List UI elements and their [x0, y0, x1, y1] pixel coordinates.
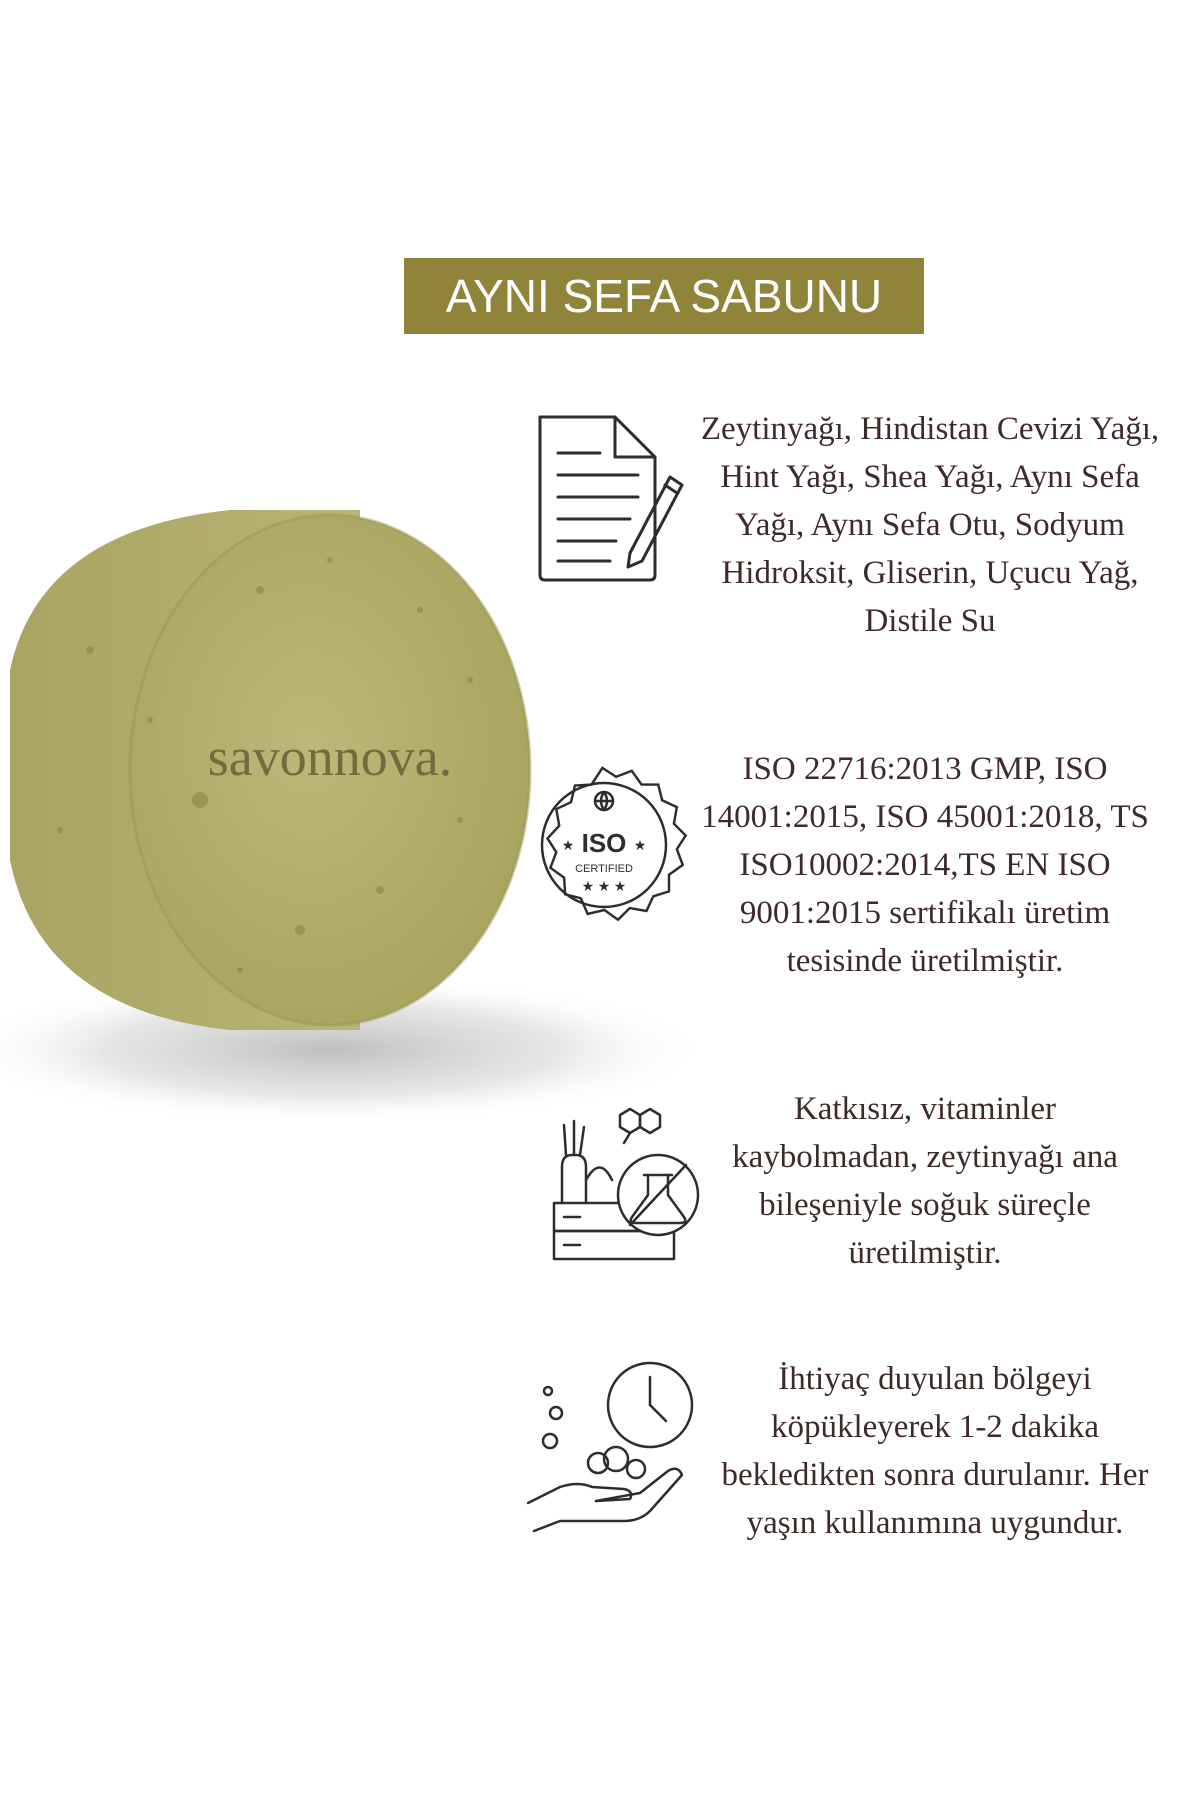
- feature-usage: [520, 1355, 1180, 1655]
- hand-foam-clock-icon: [520, 1355, 720, 1555]
- svg-text:★: ★: [633, 839, 647, 854]
- feature-usage-text: İhtiyaç duyulan bölgeyi köpükleyerek 1-2 dakika bekledikten sonra durulanır. Her yaşın kullanımına uygundur.: [721, 1361, 1149, 1541]
- iso-badge-label: ISO: [581, 828, 627, 858]
- feature-production-text: Katkısız, vitaminler kaybolmadan, zeytinyağı ana bileşeniyle soğuk süreçle üretilmiştir.: [732, 1091, 1118, 1271]
- product-title: AYNI SEFA SABUNU: [445, 270, 883, 322]
- product-title-banner: [404, 258, 924, 334]
- natural-no-chemicals-icon: [520, 1085, 720, 1285]
- iso-badge-sublabel: CERTIFIED: [575, 863, 633, 875]
- svg-text:★ ★ ★: ★ ★ ★: [581, 880, 627, 895]
- feature-production: [520, 1085, 1180, 1385]
- svg-text:★: ★: [561, 839, 575, 854]
- feature-ingredients: [520, 405, 1180, 705]
- feature-certification-text: ISO 22716:2013 GMP, ISO 14001:2015, ISO 45001:2018, TS ISO10002:2014,TS EN ISO 9001:2015 sertifikalı üretim tesisinde üretilmiştir.: [701, 751, 1149, 979]
- feature-certification: [520, 745, 1180, 1045]
- soap-brand-engraving: savonnova.: [207, 727, 453, 787]
- feature-ingredients-text: Zeytinyağı, Hindistan Cevizi Yağı, Hint Yağı, Shea Yağı, Aynı Sefa Yağı, Aynı Sefa Otu, Sodyum Hidroksit, Gliserin, Uçucu Yağ, Distile Su: [700, 411, 1160, 639]
